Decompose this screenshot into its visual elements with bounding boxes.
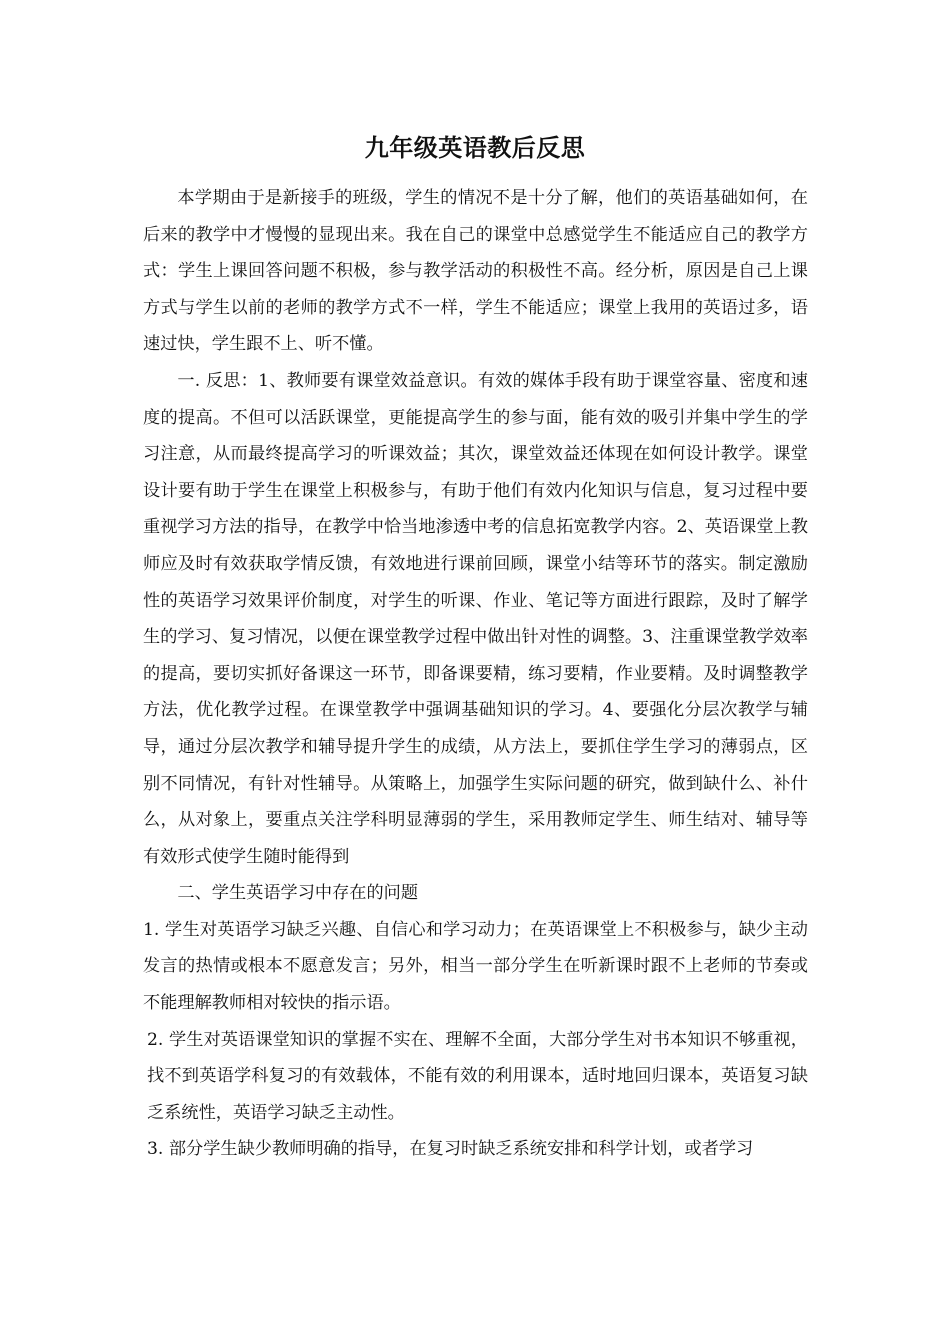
problem-item-1: 1. 学生对英语学习缺乏兴趣、自信心和学习动力；在英语课堂上不积极参与，缺少主动发言的热情或根本不愿意发言；另外，相当一部分学生在听新课时跟不上老师的节奏或不能理解教师相对较快的指示语。 [143, 919, 808, 1014]
paragraph-intro: 本学期由于是新接手的班级，学生的情况不是十分了解，他们的英语基础如何，在后来的教学中才慢慢的显现出来。我在自己的课堂中总感觉学生不能适应自己的教学方式：学生上课回答问题不积极，参与教学活动的积极性不高。经分析，原因是自己上课方式与学生以前的老师的教学方式不一样，学生不能适应；课堂上我用的英语过多，语速过快，学生跟不上、听不懂。 [143, 188, 808, 355]
paragraph-reflection: 一. 反思：1、教师要有课堂效益意识。有效的媒体手段有助于课堂容量、密度和速度的提高。不但可以活跃课堂，更能提高学生的参与面，能有效的吸引并集中学生的学习注意，从而最终提高学习的听课效益；其次，课堂效益还体现在如何设计教学。课堂设计要有助于学生在课堂上积极参与，有助于他们有效内化知识与信息，复习过程中要重视学习方法的指导，在教学中恰当地渗透中考的信息拓宽教学内容。2、英语课堂上教师应及时有效获取学情反馈，有效地进行课前回顾，课堂小结等环节的落实。制定激励性的英语学习效果评价制度，对学生的听课、作业、笔记等方面进行跟踪，及时了解学生的学习、复习情况，以便在课堂教学过程中做出针对性的调整。3、注重课堂教学效率的提高，要切实抓好备课这一环节，即备课要精，练习要精，作业要精。及时调整教学方法，优化教学过程。在课堂教学中强调基础知识的学习。4、要强化分层次教学与辅导，通过分层次教学和辅导提升学生的成绩，从方法上，要抓住学生学习的薄弱点，区别不同情况，有针对性辅导。从策略上，加强学生实际问题的研究，做到缺什么、补什么，从对象上，要重点关注学科明显薄弱的学生，采用教师定学生、师生结对、辅导等有效形式使学生随时能得到 [143, 370, 808, 867]
section-two-heading: 二、学生英语学习中存在的问题 [177, 883, 419, 904]
document-body [143, 180, 808, 1168]
problem-item-2: 2. 学生对英语课堂知识的掌握不实在、理解不全面，大部分学生对书本知识不够重视，找不到英语学科复习的有效载体，不能有效的利用课本，适时地回归课本，英语复习缺乏系统性，英语学习缺乏主动性。 [147, 1029, 808, 1123]
document-title: 九年级英语教后反思 [364, 133, 586, 162]
problem-item-3: 3. 部分学生缺少教师明确的指导，在复习时缺乏系统安排和科学计划，或者学习 [147, 1139, 754, 1160]
